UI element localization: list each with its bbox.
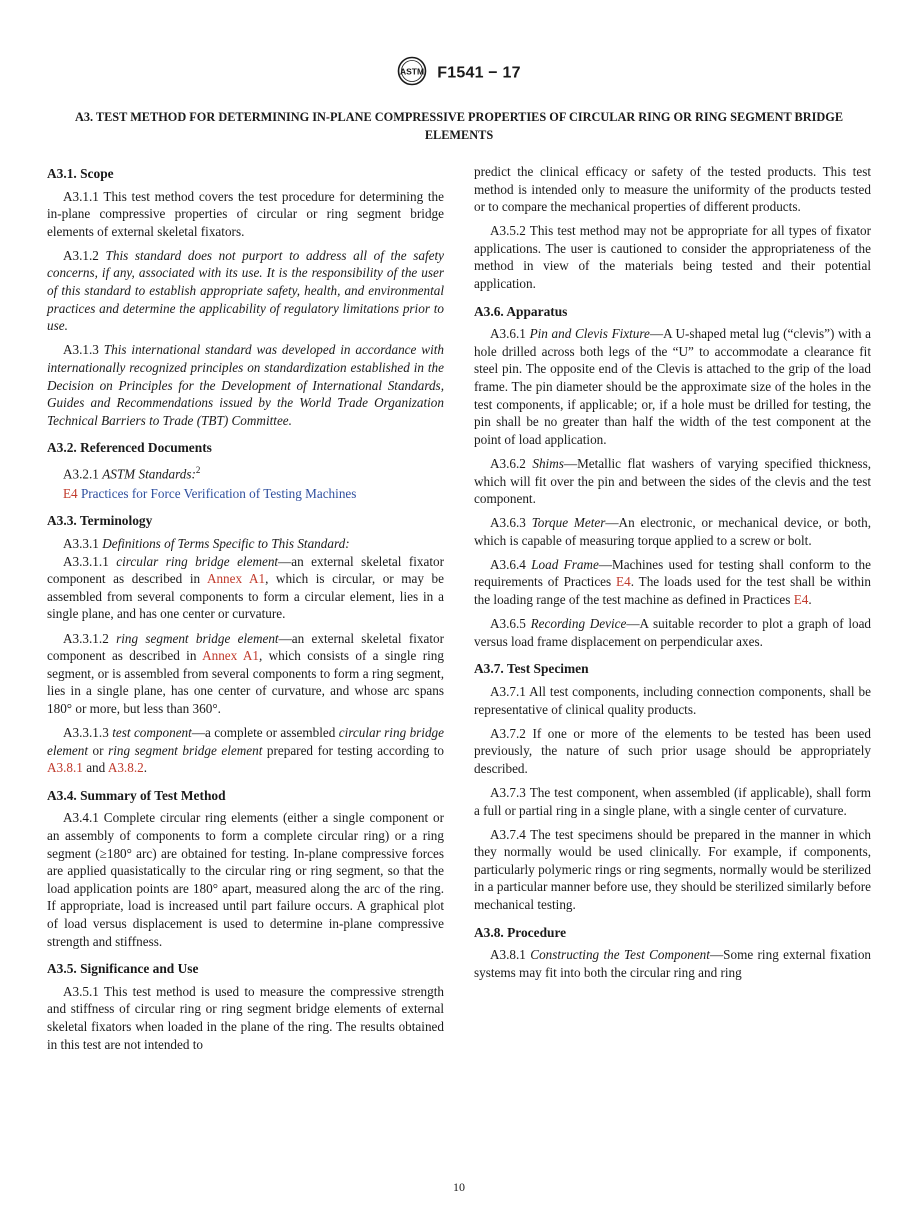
defined-term: Torque Meter: [531, 515, 606, 531]
paragraph-text: .: [808, 592, 812, 608]
paragraph: [474, 946, 871, 981]
paragraph-number: A3.6.4: [490, 556, 526, 572]
paragraph-text: —Some ring external fixation systems may fit into both the circular ring and ring: [474, 947, 872, 980]
defined-term: Shims: [532, 455, 564, 471]
paragraph-text: This standard does not purport to address all of the safety concerns, if any, associated with its use. It is the responsibility of the user of this standard to establish appropriate safety, health, and environmental practices and determine the applicability of regulatory limitations prior to use.: [47, 247, 445, 334]
annex-title: A3. TEST METHOD FOR DETERMINING IN-PLANE COMPRESSIVE PROPERTIES OF CIRCULAR RING OR RING SEGMENT BRIDGE ELEMENTS: [74, 110, 844, 142]
paragraph: A3.5.1 This test method is used to measure the compressive strength and stiffness of circular ring or ring segment bridge elements of external skeletal fixators when loaded in the plane of the ring. The results obtained in this test are not intended to: [47, 983, 444, 1052]
paragraph-text: —a complete or assembled: [191, 725, 339, 741]
paragraph: [474, 556, 871, 609]
paragraph-number: A3.6.1: [490, 326, 526, 342]
paragraph: [47, 247, 444, 335]
paragraph-number: A3.3.1: [63, 536, 99, 552]
defined-term: test component: [112, 725, 192, 741]
defined-term: Pin and Clevis Fixture: [529, 326, 650, 342]
paragraph: [47, 724, 444, 777]
paragraph-label: ASTM Standards:: [102, 466, 196, 482]
paragraph-text: . The loads used for the test shall be within the loading range of the test machine as defined in Practices: [474, 574, 871, 608]
designation: F1541 − 17: [437, 64, 521, 82]
paragraph-text: —A suitable recorder to plot a graph of load versus load frame displacement on perpendicular axes.: [474, 616, 872, 649]
paragraph-label: Definitions of Terms Specific to This Standard:: [102, 536, 350, 552]
paragraph: [474, 615, 871, 650]
ref-title-link[interactable]: Practices for Force Verification of Testing Machines: [80, 485, 357, 501]
annex-link[interactable]: Annex A1: [202, 648, 259, 664]
paragraph: [474, 325, 871, 448]
paragraph: [47, 462, 444, 483]
section-heading: A3.7. Test Specimen: [474, 661, 589, 677]
paragraph-text: and: [82, 760, 108, 776]
paragraph: A3.7.1 All test components, including connection components, shall be representative of clinical quality products.: [474, 683, 871, 717]
annex-link[interactable]: Annex A1: [206, 571, 266, 587]
paragraph-text: —A U-shaped metal lug (“clevis”) with a hole drilled across both legs of the “U” to accommodate a clearance fit steel pin. The opposite end of the Clevis is attached to the grip of the load frame. The pin diameter should be the approximate size of the holes in the test components, if applicable; or, if a hole must be drilled for testing, the pin shall be no greater than half the width of the test component at the point of load application.: [474, 326, 871, 447]
defined-term: Load Frame: [531, 556, 599, 572]
paragraph-number: A3.6.5: [490, 616, 526, 632]
footnote-marker[interactable]: 2: [195, 464, 201, 475]
defined-term: Constructing the Test Component: [530, 947, 710, 963]
defined-term: ring segment bridge element: [116, 630, 279, 646]
paragraph: A3.7.4 The test specimens should be prepared in the manner in which they normally would be used clinically. For example, if components, particularly polymeric rings or ring segments, normally would be sterilized in a particular manner before use, they should be sterilized similarly before mechanical testing.: [474, 826, 871, 912]
ref-link-e4[interactable]: E4: [793, 592, 809, 608]
paragraph-text: —an external skeletal fixator component as described in: [47, 630, 445, 664]
term-reference: ring segment bridge element: [108, 742, 263, 758]
ref-link-e4[interactable]: E4: [63, 485, 78, 501]
paragraph-text: , which is circular, or may be assembled from several components to form a circular element, lies in a single plane, and has one center or curvature.: [47, 571, 444, 622]
paragraph-number: A3.2.1: [63, 466, 99, 482]
paragraph-number: A3.6.2: [490, 455, 526, 471]
section-heading: A3.2. Referenced Documents: [47, 440, 212, 456]
astm-logo: [397, 56, 427, 91]
left-column: [47, 163, 444, 1060]
paragraph-number: A3.3.1.2: [63, 630, 109, 646]
svg-text:ASTM: ASTM: [400, 66, 425, 77]
paragraph: [47, 553, 444, 623]
paragraph-text: —Machines used for testing shall conform to the requirements of Practices: [474, 556, 872, 590]
section-link[interactable]: A3.8.1: [47, 760, 83, 776]
paragraph: A3.1.1 This test method covers the test procedure for determining the in-plane compressive properties of circular or ring segment bridge elements of external skeletal fixators.: [47, 188, 444, 239]
paragraph-continued: predict the clinical efficacy or safety of the tested products. This test method is intended only to measure the uniformity of the products tested or to compare the mechanical properties of different products.: [474, 164, 871, 215]
paragraph-text: , which consists of a single ring segment, or is assembled from several components to form a ring segment, lies in a single plane, has one center of curvature, and whose arc spans 180° or more, but less than 360°.: [47, 648, 444, 716]
ref-link-e4[interactable]: E4: [616, 574, 631, 590]
section-heading: A3.4. Summary of Test Method: [47, 787, 226, 803]
right-column: [474, 163, 871, 988]
term-reference: circular ring bridge element: [47, 725, 444, 758]
paragraph: A3.7.2 If one or more of the elements to be tested has been used previously, the nature of such prior usage should be appropriately described.: [474, 725, 871, 776]
paragraph: A3.7.3 The test component, when assembled (if applicable), shall form a full or partial ring in a single plane, with a single center of curvature.: [474, 784, 871, 818]
paragraph-number: A3.6.3: [490, 515, 526, 531]
paragraph-number: A3.3.1.3: [63, 725, 109, 741]
paragraph-text: —an external skeletal fixator component as described in: [47, 553, 445, 587]
paragraph-text: prepared for testing according to: [262, 742, 444, 758]
paragraph: [47, 535, 444, 553]
section-heading: A3.6. Apparatus: [474, 303, 568, 319]
section-heading: A3.1. Scope: [47, 166, 114, 181]
section-link[interactable]: A3.8.2: [107, 760, 144, 776]
defined-term: circular ring bridge element: [116, 553, 279, 569]
defined-term: Recording Device: [530, 616, 627, 632]
paragraph-number: A3.8.1: [490, 947, 526, 963]
paragraph: A3.4.1 Complete circular ring elements (either a single component or an assembly of components to form a complete circular ring) or a ring segment (≥180° arc) are obtained for testing. In-plane compressive forces are applied quasistatically to the circular ring or ring segment, so that the load application points are 180° apart, measured along the arc of the ring. If appropriate, load is increased until part failure occurs. A graphical plot of load versus displacement is used to determine in-plane compressive strength and stiffness.: [47, 810, 444, 949]
paragraph-number: A3.1.2: [63, 247, 99, 263]
paragraph: A3.5.2 This test method may not be appropriate for all types of fixator applications. The user is cautioned to consider the appropriateness of the method in view of the materials being tested and their potential application.: [474, 223, 871, 292]
paragraph: [47, 341, 444, 429]
paragraph-text: .: [143, 760, 148, 776]
paragraph-text: or: [88, 742, 109, 758]
paragraph-number: A3.3.1.1: [63, 553, 109, 569]
paragraph: [47, 630, 444, 718]
paragraph-text: —An electronic, or mechanical device, or both, which is capable of measuring torque applied to a screw or bolt.: [474, 515, 872, 548]
page-header: [0, 56, 918, 91]
page-number: 10: [453, 1180, 465, 1194]
paragraph: [474, 514, 871, 549]
section-heading: A3.5. Significance and Use: [47, 961, 199, 977]
paragraph-text: —Metallic flat washers of varying specified thickness, which will fit over the pin and between the sides of the clevis and the test component.: [474, 455, 871, 507]
paragraph: [474, 455, 871, 508]
referenced-document: [47, 485, 444, 503]
section-heading: A3.3. Terminology: [47, 513, 153, 529]
section-heading: A3.8. Procedure: [474, 924, 567, 940]
paragraph-text: This international standard was developed in accordance with internationally recognized principles on standardization established in the Decision on Principles for the Development of International Standards, Guides and Recommendations issued by the World Trade Organization Technical Barriers to Trade (TBT) Committee.: [47, 342, 444, 428]
paragraph-number: A3.1.3: [63, 342, 99, 358]
